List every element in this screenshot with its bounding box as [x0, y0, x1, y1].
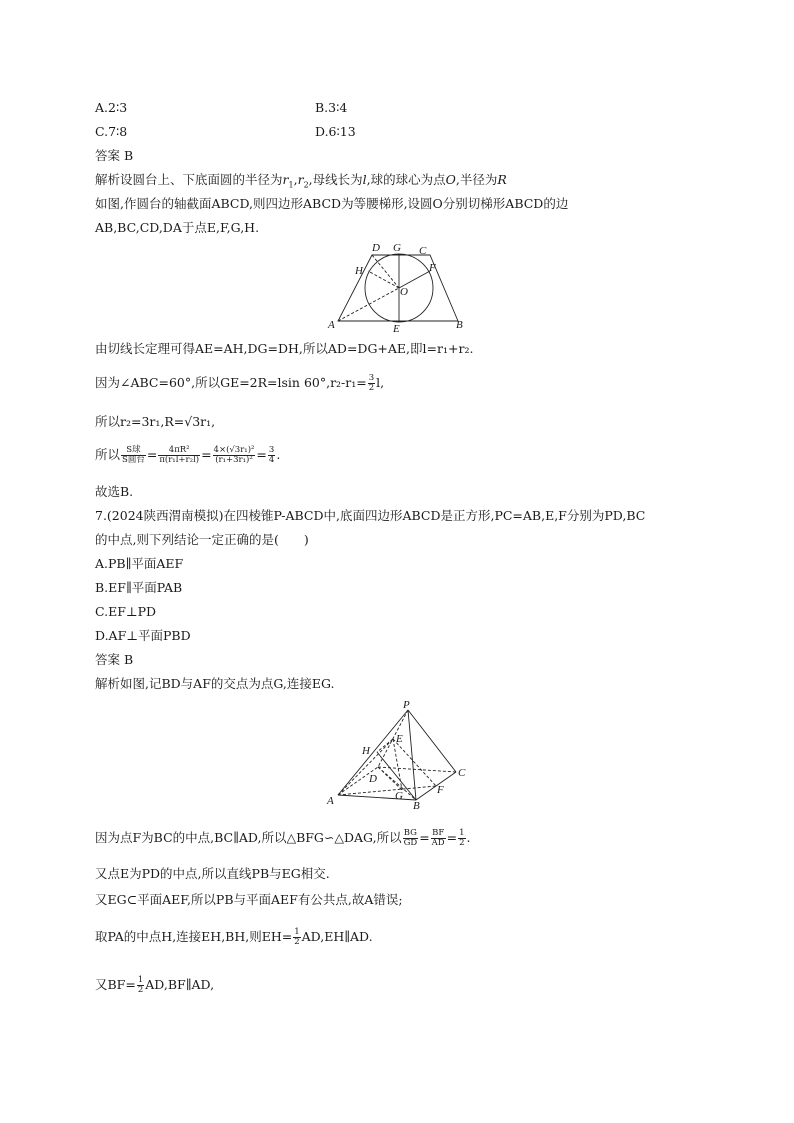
- label-o: O: [400, 286, 408, 298]
- label-c: C: [419, 245, 427, 257]
- solution-7-line-5: 取PA的中点H,连接EH,BH,则EH= $\frac{1}{2}$ AD,EH∥AD.: [95, 927, 373, 947]
- option-d-prev: D.6∶13: [315, 124, 356, 139]
- question-7-option-b: B.EF∥平面PAB: [95, 580, 183, 595]
- label-h: H: [355, 265, 363, 277]
- label-d: D: [369, 773, 377, 785]
- question-7-line-1: 7.(2024陕西渭南模拟)在四棱锥P-ABCD中,底面四边形ABCD是正方形,PC=AB,E,F分别为PD,BC: [95, 508, 646, 523]
- question-7-line-2: 的中点,则下列结论一定正确的是( ): [95, 532, 309, 547]
- solution-7-line-6: 又BF= $\frac{1}{2}$ AD,BF∥AD,: [95, 975, 215, 995]
- option-c-prev: C.7∶8 D.6∶13: [95, 124, 356, 139]
- solution-6-line-1: 解析设圆台上、下底面圆的半径为$r_1,r_2$,母线长为l,球的球心为点O,半径为R: [95, 172, 507, 190]
- label-p: P: [403, 699, 410, 711]
- solution-7-line-1: 解析如图,记BD与AF的交点为点G,连接EG.: [95, 676, 335, 691]
- answer-6: 答案 B: [95, 148, 134, 163]
- question-7-option-d: D.AF⊥平面PBD: [95, 628, 191, 643]
- question-7-option-c: C.EF⊥PD: [95, 604, 157, 619]
- figure-pyramid: [322, 698, 472, 810]
- solution-7-line-3: 又点E为PD的中点,所以直线PB与EG相交.: [95, 866, 330, 881]
- solution-6-line-5: 因为∠ABC=60°,所以GE=2R=lsin 60°,r₂-r₁= $\frac{3}{2}$ l,: [95, 373, 385, 393]
- label-f: F: [429, 262, 436, 274]
- option-a-prev: A.2∶3 B.3∶4: [95, 100, 348, 115]
- question-7-option-a: A.PB∥平面AEF: [95, 556, 184, 571]
- solution-7-line-4: 又EG⊂平面AEF,所以PB与平面AEF有公共点,故A错误;: [95, 892, 403, 907]
- solution-6-line-4: 由切线长定理可得AE=AH,DG=DH,所以AD=DG+AE,即l=r₁+r₂.: [95, 341, 474, 356]
- option-b-prev: B.3∶4: [315, 100, 348, 115]
- figure-trapezoid-circle: [320, 238, 480, 336]
- label-c: C: [458, 767, 466, 779]
- solution-6-line-6: 所以r₂=3r₁,R=√3r₁,: [95, 414, 216, 429]
- solution-6-line-2: 如图,作圆台的轴截面ABCD,则四边形ABCD为等腰梯形,设圆O分别切梯形ABCD的边: [95, 196, 569, 211]
- label-h: H: [362, 745, 370, 757]
- label-d: D: [372, 242, 380, 254]
- solution-7-line-2: 因为点F为BC的中点,BC∥AD,所以△BFG∽△DAG,所以 $\frac{BG}{GD}$ = $\frac{BF}{AD}$ = $\frac{1}{2}$ .: [95, 828, 471, 848]
- label-g: G: [395, 790, 403, 802]
- label-b: B: [456, 319, 463, 331]
- label-a: A: [327, 795, 334, 807]
- answer-7: 答案 B: [95, 652, 134, 667]
- solution-6-line-7: 所以 $\frac{\text{S球}}{\text{S圆台}}$ = $\frac{\text{4πR²}}{\text{π(r₁l+r₂l)}}$ = $\frac{\text{4×(√3r₁)²}}{\text{(r₁+3r₁)²}}$ = $\frac{3}{4}$ .: [95, 445, 281, 465]
- label-g: G: [393, 242, 401, 254]
- label-e: E: [396, 733, 403, 745]
- solution-6-line-3: AB,BC,CD,DA于点E,F,G,H.: [95, 220, 260, 235]
- label-e: E: [393, 323, 400, 335]
- label-a: A: [328, 319, 335, 331]
- label-b: B: [413, 800, 420, 810]
- solution-6-line-8: 故选B.: [95, 484, 134, 499]
- label-f: F: [437, 784, 444, 796]
